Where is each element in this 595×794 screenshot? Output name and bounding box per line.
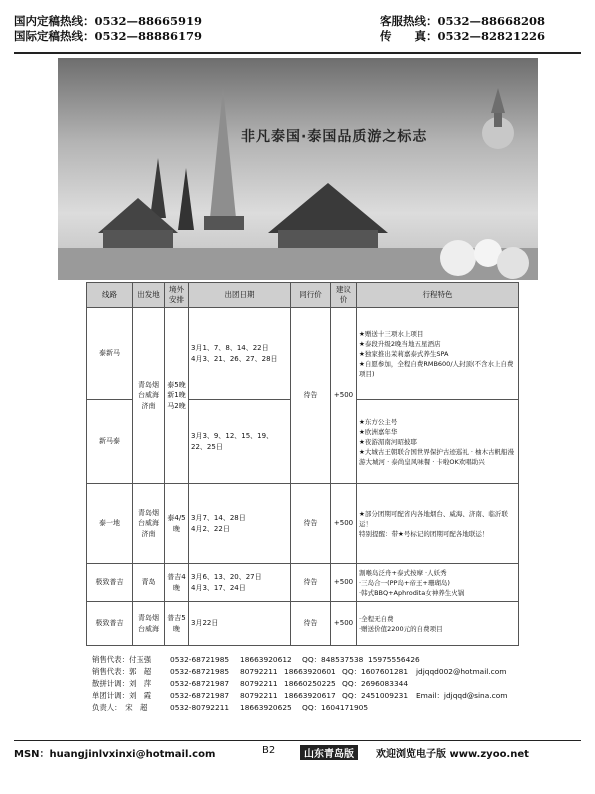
header-price: 同行价: [291, 283, 331, 308]
feature-line: ★独家推出茉莉嘉泰式养生SPA: [359, 349, 449, 358]
row-route: 极致普吉: [87, 602, 133, 646]
header-rule: [14, 52, 581, 54]
temple-illustration-icon: [58, 58, 538, 280]
row-dates: [189, 400, 291, 484]
contact-phone[interactable]: 0532-68721985: [170, 667, 230, 676]
hotline-right: [380, 14, 545, 44]
contact-email[interactable]: jdjqqd002@hotmail.com: [416, 667, 507, 676]
contact-qq[interactable]: 18660250225: [284, 679, 336, 688]
row-arrangement: 普吉4晚: [165, 564, 189, 602]
row-origin: 青岛: [133, 564, 165, 602]
date-line: 4月3、17、24日: [191, 583, 246, 592]
feature-line: ·赠送价值2200元的自费项目: [359, 624, 443, 633]
row-dates: [189, 564, 291, 602]
row-origin: 青岛烟台威海济南: [133, 484, 165, 564]
row-price: 待告: [291, 484, 331, 564]
row-arrangement: 普吉5晚: [165, 602, 189, 646]
row-dates: [189, 308, 291, 400]
table-header-row: [87, 283, 519, 308]
contact-row: [92, 678, 532, 690]
contact-extra[interactable]: 15975556426: [368, 655, 420, 664]
page-footer: [14, 745, 581, 761]
contact-phone[interactable]: 80792211: [240, 679, 278, 688]
table-row: [87, 484, 519, 564]
contact-qq[interactable]: 18663920601: [284, 667, 336, 676]
header-origin: 出发地: [133, 283, 165, 308]
contact-row: [92, 690, 532, 702]
header-route: 线路: [87, 283, 133, 308]
fax-number: 传 真：0532—82821226: [380, 29, 546, 43]
contact-role: 单团计调：刘 霞: [92, 691, 152, 700]
contact-phone[interactable]: 18663920612: [240, 655, 292, 664]
row-price: 待告: [291, 564, 331, 602]
contact-role: 销售代表：付玉强: [92, 655, 152, 664]
date-line: 3月1、7、8、14、22日: [191, 344, 269, 352]
edition-badge: 山东青岛版: [300, 745, 358, 760]
contact-phone[interactable]: 18663920625: [240, 703, 292, 712]
date-line: 3月3、9、12、15、19、22、25日: [191, 432, 274, 451]
contact-phone[interactable]: 0532-68721987: [170, 691, 230, 700]
contact-qq: QQ：848537538: [302, 655, 364, 664]
row-arrangement: 泰4/5晚: [165, 484, 189, 564]
feature-line: ★自愿参加，全程自费RMB600/人封顶(不含水上自费项目): [359, 359, 514, 378]
row-price: 待告: [291, 308, 331, 484]
contact-list: [92, 654, 532, 714]
contact-role: 销售代表：郭 超: [92, 667, 152, 676]
feature-line: 特别提醒：带★号标记的团期可配各地联运！: [359, 529, 489, 538]
contact-extra: QQ：2696083344: [342, 679, 409, 688]
tour-schedule-table: [86, 282, 519, 646]
row-features: [357, 564, 519, 602]
header-suggested: 建议价: [331, 283, 357, 308]
header-arrangement: 境外安排: [165, 283, 189, 308]
header-dates: 出团日期: [189, 283, 291, 308]
contact-email[interactable]: Email：jdjqqd@sina.com: [416, 691, 508, 700]
contact-extra: QQ：2451009231: [342, 691, 409, 700]
row-origin: 青岛烟台威海: [133, 602, 165, 646]
date-line: 4月3、21、26、27、28日: [191, 354, 278, 363]
contact-role: 负责人： 宋 超: [92, 703, 148, 712]
contact-phone[interactable]: 0532-80792211: [170, 703, 230, 712]
feature-line: ★大城古王朝联合国世界保护古迹巡礼 · 柚木古帆船漫游大城河 · 泰尚皇风味餐 · 卡啦OK欢唱助兴: [359, 447, 515, 466]
row-suggested: +500: [331, 564, 357, 602]
table-row: [87, 564, 519, 602]
row-dates: [189, 484, 291, 564]
feature-line: ·三岛合一(PP岛+帝王+珊瑚岛): [359, 578, 450, 587]
contact-phone[interactable]: 0532-68721987: [170, 679, 230, 688]
feature-line: ★东方公主号: [359, 417, 398, 426]
row-features: [357, 484, 519, 564]
international-hotline: 国际定稿热线：0532—88886179: [14, 29, 203, 43]
row-route: 极致普吉: [87, 564, 133, 602]
row-price: 待告: [291, 602, 331, 646]
thai-temple-banner: [58, 58, 538, 280]
row-features: [357, 602, 519, 646]
row-features: [357, 308, 519, 400]
service-hotline: 客服热线：0532—88668208: [380, 14, 546, 28]
feature-line: ·全程无自费: [359, 614, 394, 623]
footer-rule: [14, 740, 581, 741]
date-line: 3月7、14、28日: [191, 514, 246, 522]
date-line: 4月2、22日: [191, 524, 230, 533]
feature-line: ★夜游湄南河昭披耶: [359, 437, 417, 446]
feature-line: ★赠送十三项水上项目: [359, 329, 424, 338]
contact-extra: QQ：1607601281: [342, 667, 409, 676]
page-number: B2: [262, 745, 276, 756]
row-origin: 青岛烟台威海济南: [133, 308, 165, 484]
row-features: [357, 400, 519, 484]
date-line: 3月6、13、20、27日: [191, 573, 262, 581]
date-line: 3月22日: [191, 619, 219, 628]
contact-row: [92, 702, 532, 714]
feature-line: ·韩式BBQ+Aphrodita女神养生火锅: [359, 588, 465, 597]
feature-line: ★欧洲嘉年华: [359, 427, 398, 436]
row-suggested: +500: [331, 308, 357, 484]
contact-phone[interactable]: 0532-68721985: [170, 655, 230, 664]
row-route: 新马泰: [87, 400, 133, 484]
hotline-header: [14, 10, 581, 50]
table-row: [87, 308, 519, 400]
feature-line: ★部分团期可配省内各地烟台、威海、济南、临沂联运！: [359, 509, 508, 528]
feature-line: 割喉岛泛舟+泰式按摩 ·人妖秀: [359, 568, 447, 577]
row-arrangement: 泰5晚新1晚马2晚: [165, 308, 189, 484]
feature-line: ★泰段升级2晚当地五星酒店: [359, 339, 441, 348]
header-features: 行程特色: [357, 283, 519, 308]
contact-role: 散拼计调：刘 萍: [92, 679, 152, 688]
contact-row: [92, 666, 532, 678]
footer-tagline[interactable]: 欢迎浏览电子版 www.zyoo.net: [376, 749, 529, 760]
contact-row: [92, 654, 532, 666]
row-suggested: +500: [331, 602, 357, 646]
domestic-hotline: 国内定稿热线：0532—88665919: [14, 14, 203, 28]
table-row: [87, 602, 519, 646]
contact-qq[interactable]: 18663920617: [284, 691, 336, 700]
row-route: 泰新马: [87, 308, 133, 400]
msn-contact[interactable]: MSN：huangjinlvxinxi@hotmail.com: [14, 749, 216, 760]
row-suggested: +500: [331, 484, 357, 564]
row-route: 泰一地: [87, 484, 133, 564]
banner-title: 非凡泰国·泰国品质游之标志: [241, 129, 428, 145]
row-dates: [189, 602, 291, 646]
contact-phone[interactable]: 80792211: [240, 691, 278, 700]
contact-phone[interactable]: 80792211: [240, 667, 278, 676]
contact-qq: QQ：1604171905: [302, 703, 369, 712]
hotline-left: [14, 14, 202, 44]
